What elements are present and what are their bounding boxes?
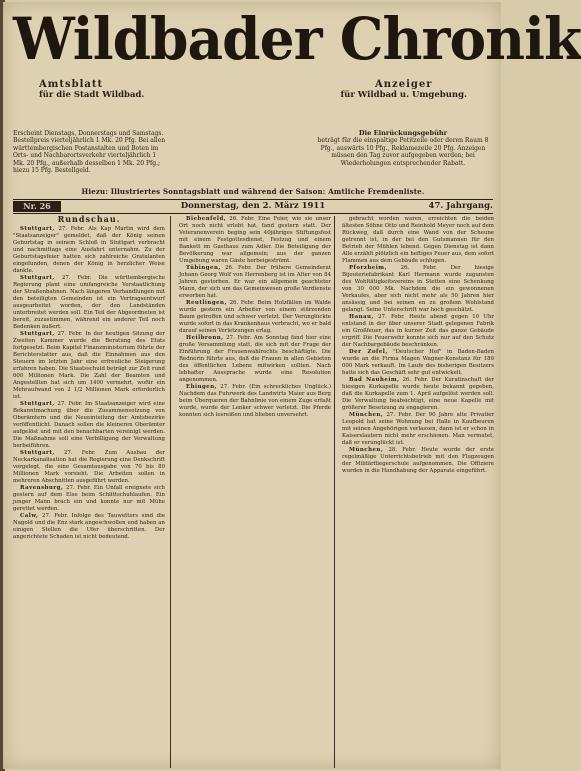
article-dateline-place: Stuttgart, — [20, 401, 55, 407]
article-dateline-place: Ehingen, — [186, 384, 217, 390]
article-dateline-place: Stuttgart, — [20, 275, 55, 281]
newspaper-page — [3, 2, 581, 769]
article-dateline-place: Biebenfeld, — [186, 216, 227, 222]
article-text: 27. Febr. Am Sonntag fand hier eine große Versammlung statt, die sich mit der Frage der Einführung der Frauenwahlrechts beschäftigte. Die Rednerin führte aus, daß die Frauen in allen Gebieten des öffentlichen Lebens mitwirken sollten. Nach lebhafter Aussprache wurde eine Resolution angenommen. — [179, 335, 331, 383]
column-1-articles — [13, 226, 165, 541]
issue-number: Nr. 26 — [13, 201, 61, 212]
article-dateline-place: Stuttgart, — [20, 226, 55, 232]
column-1 — [13, 216, 165, 768]
masthead-left-line2: für die Stadt Wildbad. — [39, 90, 145, 100]
article-paragraph — [13, 226, 165, 275]
article-text: 26. Febr. Der hiesige Bijouteriefabrikant Karl Hermann wurde zugunsten des Wohltätigkeitsvereins in Stetten eine Schenkung von 30 000 Mk. Nachdem die ein gewonnenen Verkaufes, aber sich nicht mehr als 50 Jahren hier ansässig und bei seinen en zu großem Wohlstand gelangt. Seine Unterschrift war hoch geschätzt. — [342, 265, 494, 313]
article-dateline-place: Heilbronn, — [186, 335, 224, 341]
article-paragraph — [179, 265, 331, 300]
article-text: 27. Febr. Als Kap Martin wird dem "Staatsanzeiger" gemeldet, daß der König seinen Geburtstag in seinem Schloß in Stuttgart verbracht und nachmittags eine Ausfahrt unternahm. Zu der Geburtstagsfeier hatten sich zahlreiche Gratulanten eingefunden, denen der König in herzlicher Weise dankte. — [13, 226, 165, 274]
article-dateline-place: Hanau, — [349, 314, 374, 320]
article-text: 27. Febr. Ein Unfall ereignete sich gestern auf dem Eise beim Schlittschuhlaufen. Ein junger Mann brach ein und konnte nur mit Mühe gerettet werden. — [13, 485, 165, 512]
issue-date: Donnerstag, den 2. März 1911 — [180, 201, 326, 211]
column-rule — [170, 216, 171, 768]
article-paragraph — [13, 513, 165, 541]
masthead-left-line1: Amtsblatt — [39, 79, 104, 90]
article-paragraph — [179, 300, 331, 335]
article-dateline-place: München, — [349, 447, 384, 453]
article-text: 27. Febr. Infolge des Tauwetters sind die Nagold und die Enz stark angeschwollen und haben an einigen Stellen die Ufer überschritten. Der angerichtete Schaden ist nicht bedeutend. — [13, 513, 166, 540]
article-dateline-place: Stuttgart, — [20, 450, 55, 456]
article-text: 27. Febr. (Ein schreckliches Unglück.) Nachdem das Fuhrwerk des Landwirts Maier aus Berg beim Überqueren der Bahnlinie von einem Zuge erfaßt wurde, wurde der Lenker schwer verletzt. Die Pferde konnten sich losreißen und blieben unversehrt. — [179, 384, 331, 418]
article-dateline-place: Der Zofel, — [349, 349, 388, 355]
article-dateline-place: Reutlingen, — [186, 300, 227, 306]
article-dateline-place: Calw, — [20, 513, 39, 519]
advertising-info — [313, 130, 493, 167]
section-heading: Rundschau. — [57, 214, 121, 224]
article-paragraph — [342, 314, 494, 349]
article-paragraph — [179, 335, 331, 384]
article-paragraph — [342, 349, 494, 377]
article-text: 26. Febr. Der Kuratinschaft der hiesigen Kurkapelle wurde heute bekannt gegeben, daß die Kurkapelle zum 1. April aufgelöst werden soll. Die Verwaltung beabsichtigt, eine neue Kapelle mit größerer Besetzung zu engagieren. — [342, 377, 495, 411]
article-text: 27. Febr. In der heutigen Sitzung der Zweiten Kammer wurde die Beratung des Etats fortgesetzt. Beim Kapitel Finanzministerium führte der Berichterstatter aus, daß die Einnahmen aus den Steuern im letzten Jahr eine erfreuliche Steigerung erfahren haben. Die Staatsschuld beträgt zur Zeit rund 600 Millionen Mark. Die Zahl der Beamten und Angestellten hat sich um 1400 vermehrt, wofür ein Mehraufwand von 2 1/2 Millionen Mark erforderlich ist. — [13, 331, 165, 400]
article-dateline-place: Tübingen, — [186, 265, 221, 271]
masthead-right — [341, 80, 468, 100]
column-2 — [179, 216, 331, 768]
subscription-info: Erscheint Dienstags, Donnerstags und Samstags. Bestellpreis vierteljährlich 1 Mk. 20 Pfg. Bei allen württembergischen Postanstalten und Boten im Orts- und Nachbarortsverkehr vierteljährlich 1 Mk. 20 Pfg., außerhalb desselben 1 Mk. 20 Pfg.; hiezu 15 Pfg. Bestellgeld. — [13, 130, 166, 175]
article-text: 27. Febr. Der 90 Jahre alte Privatier Leopold hat seine Wohnung bei Halle in Kaufbeuren mit seinen Angehörigen verlassen, dann ist er schon in Kaiserslautern nicht mehr erschienen. Man vermutet, daß er verunglückt ist. — [342, 412, 494, 446]
column-2-articles — [179, 216, 331, 419]
article-text: 27. Febr. Zum Ausbau der Neckarkanalisation hat die Regierung eine Denkschrift vorgelegt, die eine Gesamtausgabe von 70 bis 80 Millionen Mark vorsieht. Die Arbeiten sollen in mehreren Abschnitten ausgeführt werden. — [13, 450, 165, 484]
article-text: gebracht worden waren, erreichten die beiden ältesten Söhne Otto und Reinhold Meyer noch auf dem Rückweg, daß durch eine Wand von der Scheune getrennt ist, in der bei den Gutsmannen für den Betrieb der Mühlen lebend. Gegen Dienstag ist dann Alle erzählt plötzlich ein heftiges Feuer aus, dem sofort Flammen aus dem Gebäude schlugen. — [342, 216, 494, 264]
article-paragraph — [179, 384, 331, 419]
article-text: "Deutscher Hof" in Baden-Baden wurde an die Firma Magen Wagner-Konstanz für 180 000 Mark verkauft. Im Laufe des bisherigen Besitzers hatte sich das Geschäft sehr gut entwickelt. — [342, 349, 494, 376]
article-text: 27. Febr. Im Staatsanzeiger wird eine Bekanntmachung über die Zusammensetzung von Oberämtern und die Neueinteilung der Amtsbezirke veröffentlicht. Danach sollen die kleineren Oberämter aufgelöst und mit den benachbarten vereinigt werden. Die Maßnahme soll eine Verbilligung der Verwaltung herbeiführen. — [13, 401, 165, 449]
article-paragraph — [342, 265, 494, 314]
article-paragraph — [342, 447, 494, 475]
advertising-info-header: Die Einrückungsgebühr — [358, 129, 448, 137]
article-paragraph — [342, 216, 494, 265]
article-text: 26. Febr. Beim Holzfällen im Walde wurde gestern ein Arbeiter von einem stürzenden Baum getroffen und schwer verletzt. Der Verunglückte wurde sofort in das Krankenhaus verbracht, wo er bald darauf seinen Verletzungen erlag. — [179, 300, 331, 334]
supplement-line: Hiezu: Illustriertes Sonntagsblatt und während der Saison: Amtliche Fremdenliste. — [81, 187, 425, 196]
article-dateline-place: Pforzheim, — [349, 265, 387, 271]
advertising-info-text: beträgt für die einspaltige Petitzeile oder deren Raum 8 Pfg., auswärts 10 Pfg., Reklamezeile 20 Pfg. Anzeigen müssen den Tag zuvor aufgegeben werden; bei Wiederholungen entsprechender Rabatt. — [317, 137, 489, 167]
article-paragraph — [13, 401, 165, 450]
article-paragraph — [179, 216, 331, 265]
article-text: 28. Febr. Heute wurde der erste regelmäßige Unterrichtsbetrieb mit den Flugzeugen der Militärfliegerschule aufgenommen. Die Offiziere wurden in die Handhabung der Apparate eingeführt. — [342, 447, 494, 474]
column-3-articles — [342, 216, 494, 475]
masthead-left — [39, 80, 144, 100]
article-dateline-place: München, — [349, 412, 384, 418]
article-dateline-place: Stuttgart, — [20, 331, 55, 337]
article-dateline-place: Bad Nauheim, — [349, 377, 400, 383]
article-paragraph — [13, 331, 165, 401]
article-text: 26. Febr. Der frühere Gemeinderat Johann Georg Wolf von Herrenberg ist im Alter von 84 Jahren gestorben. Er war ein allgemein geachteter Mann, der sich um das Gemeinwesen große Verdienste erworben hat. — [179, 265, 331, 299]
article-dateline-place: Ravensburg, — [20, 485, 64, 491]
article-text: 27. Febr. Heute abend gegen 10 Uhr entstand in der über unserer Stadt gelegenen Fabrik ein Großfeuer, das in kurzer Zeit das ganze Gebäude ergriff. Die Feuerwehr konnte sich nur auf den Schutz der Nachbargebäude beschränken. — [342, 314, 494, 348]
newspaper-title: Wildbader Chronik — [13, 4, 581, 73]
masthead — [13, 4, 581, 108]
masthead-right-line2: für Wildbad u. Umgebung. — [340, 90, 467, 100]
column-3 — [342, 216, 494, 768]
article-paragraph — [13, 450, 165, 485]
article-paragraph — [342, 377, 494, 412]
issue-volume: 47. Jahrgang. — [428, 201, 493, 211]
article-paragraph — [342, 412, 494, 447]
dateline — [13, 199, 493, 214]
article-text: 26. Febr. Eine Feier, wie sie unser Ort noch nicht erlebt hat, fand gestern statt. Der Veteranenverein beging sein 40jähriges Stiftungsfest mit einem Festgottesdienst, Festzug und einem Bankett im Gasthaus zum Adler. Die Beteiligung der Bevölkerung war allgemein; aus der ganzen Umgebung waren Gäste herbeigeströmt. — [179, 216, 331, 264]
article-paragraph — [13, 485, 165, 513]
article-paragraph — [13, 275, 165, 331]
column-rule — [334, 216, 335, 768]
publication-info — [13, 130, 493, 192]
article-text: 27. Febr. Die württembergische Regierung plant eine umfangreiche Verstaatlichung der Straßenbahnen. Nach längeren Verhandlungen mit den beteiligten Gemeinden ist ein Vertragsentwurf ausgearbeitet worden, der den Landständen unterbreitet werden soll. Ein Teil der Abgeordneten ist bereit, zuzustimmen, während ein anderer Teil noch Bedenken äußert. — [13, 275, 165, 330]
masthead-right-line1: Anzeiger — [375, 79, 433, 90]
